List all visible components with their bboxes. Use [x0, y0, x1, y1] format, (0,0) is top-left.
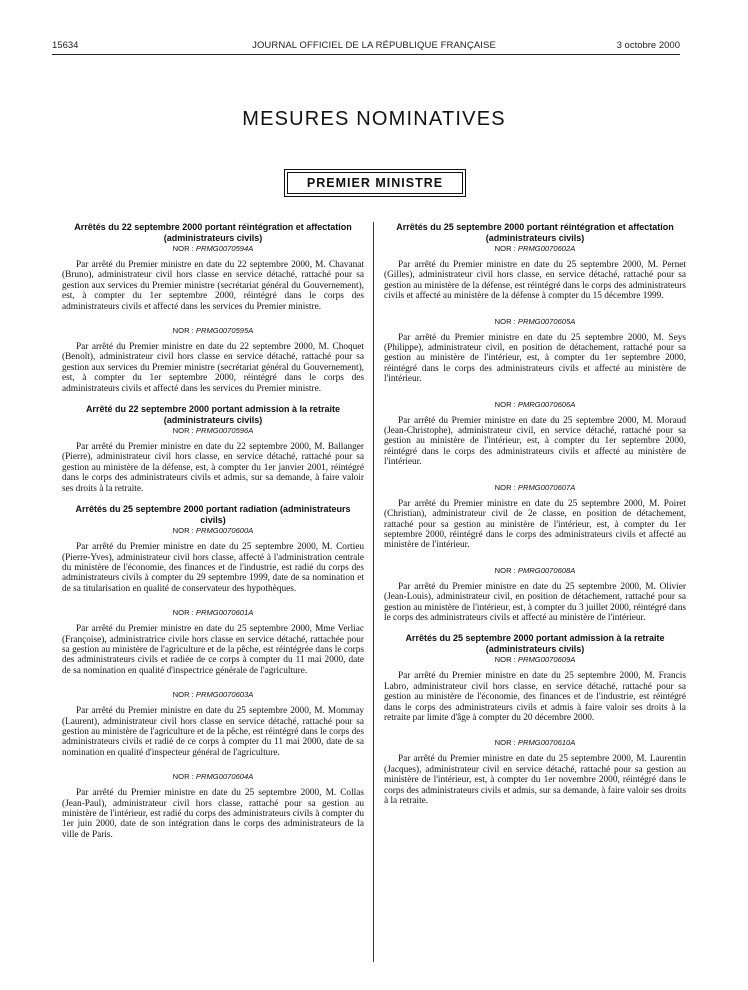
nor-reference [62, 425, 364, 436]
journal-name: JOURNAL OFFICIEL DE LA RÉPUBLIQUE FRANÇAISE [252, 40, 496, 51]
section-title: Arrêtés du 25 septembre 2000 portant admission à la retraite (administrateurs civils) [405, 633, 665, 654]
nor-code: PRMG0070609A [517, 655, 576, 665]
nor-reference [384, 565, 686, 576]
nor-reference [62, 771, 364, 782]
page-number: 15634 [52, 40, 79, 51]
decree-paragraph: Par arrêté du Premier ministre en date du 25 septembre 2000, M. Cortieu (Pierre-Yves), administrateur civil hors classe, affecté à l'administration centrale du ministère de l'économie, des finances et de l'industrie, est radié du corps des administrateurs civils à compter du 29 septembre 1999, date de sa nomination et de sa titularisation en qualité de conservateur des hypothèques. [62, 542, 364, 594]
nor-code: PMRG0070608A [517, 565, 576, 575]
nor-label: NOR : [494, 565, 516, 575]
decree-paragraph: Par arrêté du Premier ministre en date du 25 septembre 2000, M. Olivier (Jean-Louis), administrateur civil, en position de détachement, rattaché pour sa gestion au ministère de l'intérieur, est, à compter du 3 juillet 2000, réintégré dans le corps des administrateurs civils et affecté au ministère de l'intérieur. [384, 581, 686, 623]
nor-reference [384, 243, 686, 254]
nor-label: NOR : [172, 244, 194, 253]
nor-code: PRMG0070600A [195, 526, 254, 536]
nor-label: NOR : [172, 772, 194, 782]
nor-code: PRMG0070605A [517, 316, 576, 326]
nor-reference [62, 243, 364, 254]
decree-paragraph: Par arrêté du Premier ministre en date du 25 septembre 2000, M. Mommay (Laurent), administrateur civil hors classe en service détaché, rattaché pour sa gestion au ministère de l'agriculture et de la pêche, est réintégré dans le corps des administrateurs civils et radié de ce corps à compter du 11 mai 2000, date de sa nomination en qualité d'inspecteur général de l'agriculture. [62, 706, 364, 758]
nor-reference [62, 525, 364, 536]
nor-code: PRMG0070602A [517, 244, 576, 253]
left-column [62, 222, 364, 840]
section-title: Arrêtés du 22 septembre 2000 portant réintégration et affectation (administrateurs civils) [74, 222, 352, 243]
nor-label: NOR : [494, 244, 516, 253]
nor-label: NOR : [494, 738, 516, 748]
nor-reference [384, 654, 686, 665]
nor-label: NOR : [494, 399, 516, 409]
decree-paragraph: Par arrêté du Premier ministre en date du 25 septembre 2000, M. Francis Labro, administrateur civil hors classe, en service détaché, rattaché pour sa gestion au ministère de l'économie, des finances et de l'industrie, est réintégré dans le corps des administrateurs civils et admis à faire valoir ses droits à la retraite par limite d'âge à compter du 20 décembre 2000. [384, 671, 686, 723]
decree-paragraph: Par arrêté du Premier ministre en date du 25 septembre 2000, Mme Verliac (Françoise), administratrice civile hors classe en service détaché, rattachée pour sa gestion au ministère de l'agriculture et de la pêche, est réintégrée dans le corps des administrateurs civils et radiée de ce corps à compter du 11 mai 2000, date de sa nomination en qualité d'inspectrice générale de l'agriculture. [62, 624, 364, 676]
nor-code: PRMG0070601A [195, 608, 254, 618]
section-title: Arrêté du 22 septembre 2000 portant admission à la retraite (administrateurs civils) [85, 404, 341, 425]
nor-label: NOR : [494, 655, 516, 665]
decree-paragraph: Par arrêté du Premier ministre en date du 25 septembre 2000, M. Seys (Philippe), administrateur civil, en position de détachement, rattaché pour sa gestion au ministère de l'intérieur, est, à compter du 1er septembre 2000, réintégré dans le corps des administrateurs civils et affecté au ministère de l'intérieur. [384, 332, 686, 385]
nor-label: NOR : [494, 316, 516, 326]
decree-paragraph: Par arrêté du Premier ministre en date du 22 septembre 2000, M. Choquet (Benoît), administrateur civil hors classe en service détaché, rattaché pour sa gestion aux services du Premier ministre (secrétariat général du Gouvernement), est, à compter du 1er septembre 2000, réintégré dans le corps des administrateurs civils et affecté dans les services du Premier ministre. [62, 342, 364, 394]
page-title: MESURES NOMINATIVES [242, 108, 506, 130]
decree-paragraph: Par arrêté du Premier ministre en date du 25 septembre 2000, M. Moraud (Jean-Christophe), administrateur civil, en service détaché, rattaché pour sa gestion au ministère de l'intérieur, est, à compter du 1er septembre 2000, réintégré dans le corps des administrateurs civils et affecté au ministère de l'intérieur. [384, 415, 686, 468]
issue-date: 3 octobre 2000 [616, 40, 680, 51]
column-divider [373, 222, 374, 962]
nor-reference [384, 482, 686, 493]
nor-code: PRMG0070595A [195, 326, 254, 336]
nor-code: PRMG0070596A [195, 426, 254, 436]
nor-code: PRMG0070604A [195, 772, 254, 782]
section-title: Arrêtés du 25 septembre 2000 portant réintégration et affectation (administrateurs civils) [396, 222, 674, 243]
decree-paragraph: Par arrêté du Premier ministre en date du 25 septembre 2000, M. Poiret (Christian), administrateur civil de 2e classe, en position de détachement, rattaché pour sa gestion au ministère de l'intérieur, est, à compter du 1er septembre 2000, réintégré dans le corps des administrateurs civils et affecté au ministère de l'intérieur. [384, 498, 686, 551]
nor-code: PMRG0070606A [517, 399, 576, 409]
section-heading: PREMIER MINISTRE [287, 172, 463, 194]
decree-paragraph: Par arrêté du Premier ministre en date du 25 septembre 2000, M. Pernet (Gilles), administrateur civil hors classe, en service détaché, rattaché pour sa gestion au ministère de la défense, est réintégré dans le corps des administrateurs civils et affecté au ministère de la défense à compter du 15 décembre 1999. [384, 260, 686, 302]
section-title: Arrêtés du 25 septembre 2000 portant radiation (administrateurs civils) [75, 504, 351, 525]
nor-label: NOR : [494, 482, 516, 492]
nor-reference [384, 737, 686, 748]
nor-label: NOR : [172, 690, 194, 700]
nor-label: NOR : [172, 426, 194, 436]
nor-code: PRMG0070607A [517, 482, 576, 492]
nor-label: NOR : [172, 608, 194, 618]
nor-reference [384, 399, 686, 410]
decree-paragraph: Par arrêté du Premier ministre en date du 22 septembre 2000, M. Chavanat (Bruno), administrateur civil hors classe en service détaché, rattaché pour sa gestion aux services du Premier ministre (secrétariat général du Gouvernement), est, à compter du 1er septembre 2000, réintégré dans le corps des administrateurs civils et affecté dans les services du Premier ministre. [62, 260, 364, 312]
nor-label: NOR : [172, 526, 194, 536]
nor-code: PRMG0070603A [195, 690, 254, 700]
nor-label: NOR : [172, 326, 194, 336]
nor-reference [384, 316, 686, 327]
header-rule [52, 54, 680, 55]
right-column [384, 222, 686, 806]
decree-paragraph: Par arrêté du Premier ministre en date du 25 septembre 2000, M. Laurentin (Jacques), administrateur civil en service détaché, rattaché pour sa gestion au ministère de l'intérieur, est, à compter du 1er novembre 2000, réintégré dans le corps des administrateurs civils et admis, sur sa demande, à faire valoir ses droits à la retraite. [384, 754, 686, 806]
nor-code: PRMG0070594A [195, 244, 254, 253]
decree-paragraph: Par arrêté du Premier ministre en date du 25 septembre 2000, M. Collas (Jean-Paul), administrateur civil hors classe, rattaché pour sa gestion au ministère de l'intérieur, est radié du corps des administrateurs civils à compter du 1er juin 2000, date de son intégration dans le corps des administrateurs de la ville de Paris. [62, 788, 364, 840]
nor-reference [62, 325, 364, 336]
nor-reference [62, 689, 364, 700]
nor-reference [62, 607, 364, 618]
nor-code: PRMG0070610A [517, 738, 576, 748]
decree-paragraph: Par arrêté du Premier ministre en date du 22 septembre 2000, M. Ballanger (Pierre), administrateur civil hors classe, en service détaché, rattaché pour sa gestion au ministère de la défense, est, à compter du 1er janvier 2001, réintégré dans le corps des administrateurs civils et admis, sur sa demande, à faire valoir ses droits à la retraite. [62, 442, 364, 494]
